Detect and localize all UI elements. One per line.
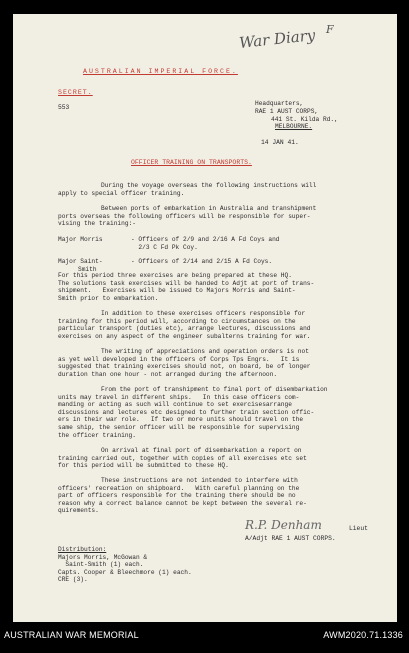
distribution-list (58, 546, 192, 584)
text-line: exercises on any aspect of the engineer subalterns training for war. (58, 332, 311, 340)
text-line: training carried out, together with copies of all exercises etc set (58, 454, 307, 462)
paragraph-2 (58, 205, 316, 228)
text-line: These instructions are not intended to interfere with (101, 477, 298, 484)
text-line: The writing of appreciations and operation orders is not (101, 348, 309, 355)
footer-accession-number: AWM2020.71.1336 (323, 630, 403, 640)
handwritten-annotation: War Diary (238, 26, 317, 52)
reference-number: 553 (58, 104, 70, 111)
text-line: ports overseas the following officers will be responsible for super- (58, 212, 311, 220)
officer-2-duty: - Officers of 2/14 and 2/15 A Fd Coys. (131, 258, 273, 265)
text-line: During the voyage overseas the following instructions will (101, 182, 317, 189)
text-line: The solutions task exercises will be handed to Adjt at port of trans- (58, 279, 315, 287)
text-line: units may travel in different ships. In this case officers com- (58, 393, 300, 401)
text-line: From the port of transhipment to final port of disembarkation (101, 386, 328, 393)
paragraph-1 (58, 182, 316, 197)
signature-rank: Lieut (349, 525, 368, 532)
address-line: MELBOURNE. (275, 123, 313, 131)
document-date: 14 JAN 41. (261, 139, 299, 146)
paragraph-5 (58, 348, 311, 378)
distribution-line: Majors Morris, McGowan & (58, 553, 148, 561)
secret-stamp: SECRET. (58, 89, 93, 96)
text-line: shipment. Exercises will be issued to Majors Morris and Saint- (58, 287, 296, 295)
text-line: manding or acting as such will continue to set exercisesarrange (58, 401, 292, 409)
paragraph-4 (58, 310, 311, 340)
officer-1-name: Major Morris (58, 236, 103, 243)
signatory-block: A/Adjt RAE 1 AUST CORPS. (245, 535, 336, 542)
text-line: the officer training. (58, 431, 136, 439)
address-line: RAE 1 AUST CORPS, (255, 107, 319, 115)
subject-heading: OFFICER TRAINING ON TRANSPORTS. (131, 159, 252, 166)
text-line: duration than one hour - not arranged during the afternoon. (58, 370, 278, 378)
text-line: ers in their war role. If two or more units should travel on the (58, 416, 304, 424)
text-line: part of officers responsible for the training there should be no (58, 492, 296, 500)
text-line: discussions and lectures etc designed to further train section offic- (58, 408, 315, 416)
text-line: as yet well developed in the officers of Corps Tps Engrs. It is (58, 355, 300, 363)
text-line: For this period three exercises are being prepared at these HQ. (58, 272, 292, 279)
text-line: quirements. (58, 507, 99, 515)
address-block (255, 100, 338, 131)
text-line: training for this period will, according to circumstances on the (58, 317, 296, 325)
text-line: apply to special officer training. (58, 189, 185, 197)
officer-1-duty (131, 236, 280, 251)
distribution-line: Capts. Cooper & Bleechmore (1) each. (58, 568, 192, 576)
paragraph-8 (58, 477, 307, 515)
text-line: - Officers of 2/9 and 2/16 A Fd Coys and (131, 236, 280, 243)
distribution-line: CRE (3). (58, 576, 88, 584)
paragraph-7 (58, 447, 307, 470)
text-line: same ship, the senior officer will be responsible for supervising (58, 423, 300, 431)
text-line: vising the training:- (58, 220, 136, 228)
text-line: Major Saint- (58, 258, 103, 265)
text-line: Smith prior to embarkation. (58, 294, 159, 302)
text-line: particular transport (duties etc), arrange lectures, discussions and (58, 325, 311, 333)
text-line: reason why a correct balance cannot be kept between the several re- (58, 499, 307, 507)
paragraph-6 (58, 386, 328, 439)
text-line: suggested that training exercises should not, on board, be of longer (58, 363, 311, 371)
signature: R.P. Denham (245, 518, 322, 532)
officer-2-name (58, 258, 103, 273)
distribution-heading: Distribution: (58, 546, 107, 553)
text-line: officers' recreation on shipboard. With careful planning on the (58, 484, 300, 492)
text-line: Between ports of embarkation in Australia and transhipment (101, 205, 317, 212)
text-line: 2/3 C Fd Pk Coy. (131, 243, 198, 251)
text-line: In addition to these exercises officers responsible for (101, 310, 306, 317)
text-line: Smith (78, 265, 97, 273)
paragraph-3 (58, 272, 314, 302)
document-title: AUSTRALIAN IMPERIAL FORCE. (83, 68, 238, 75)
distribution-line: Saint-Smith (1) each. (58, 561, 144, 569)
text-line: for this period will be submitted to these HQ. (58, 462, 229, 470)
address-line: Headquarters, (255, 100, 304, 107)
document-page (13, 14, 397, 622)
footer-institution: AUSTRALIAN WAR MEMORIAL (4, 630, 139, 640)
corner-mark: F (326, 23, 334, 36)
address-line: 441 St. Kilda Rd., (271, 115, 338, 123)
text-line: On arrival at final port of disembarkation a report on (101, 447, 302, 454)
footer-bar (0, 624, 409, 653)
